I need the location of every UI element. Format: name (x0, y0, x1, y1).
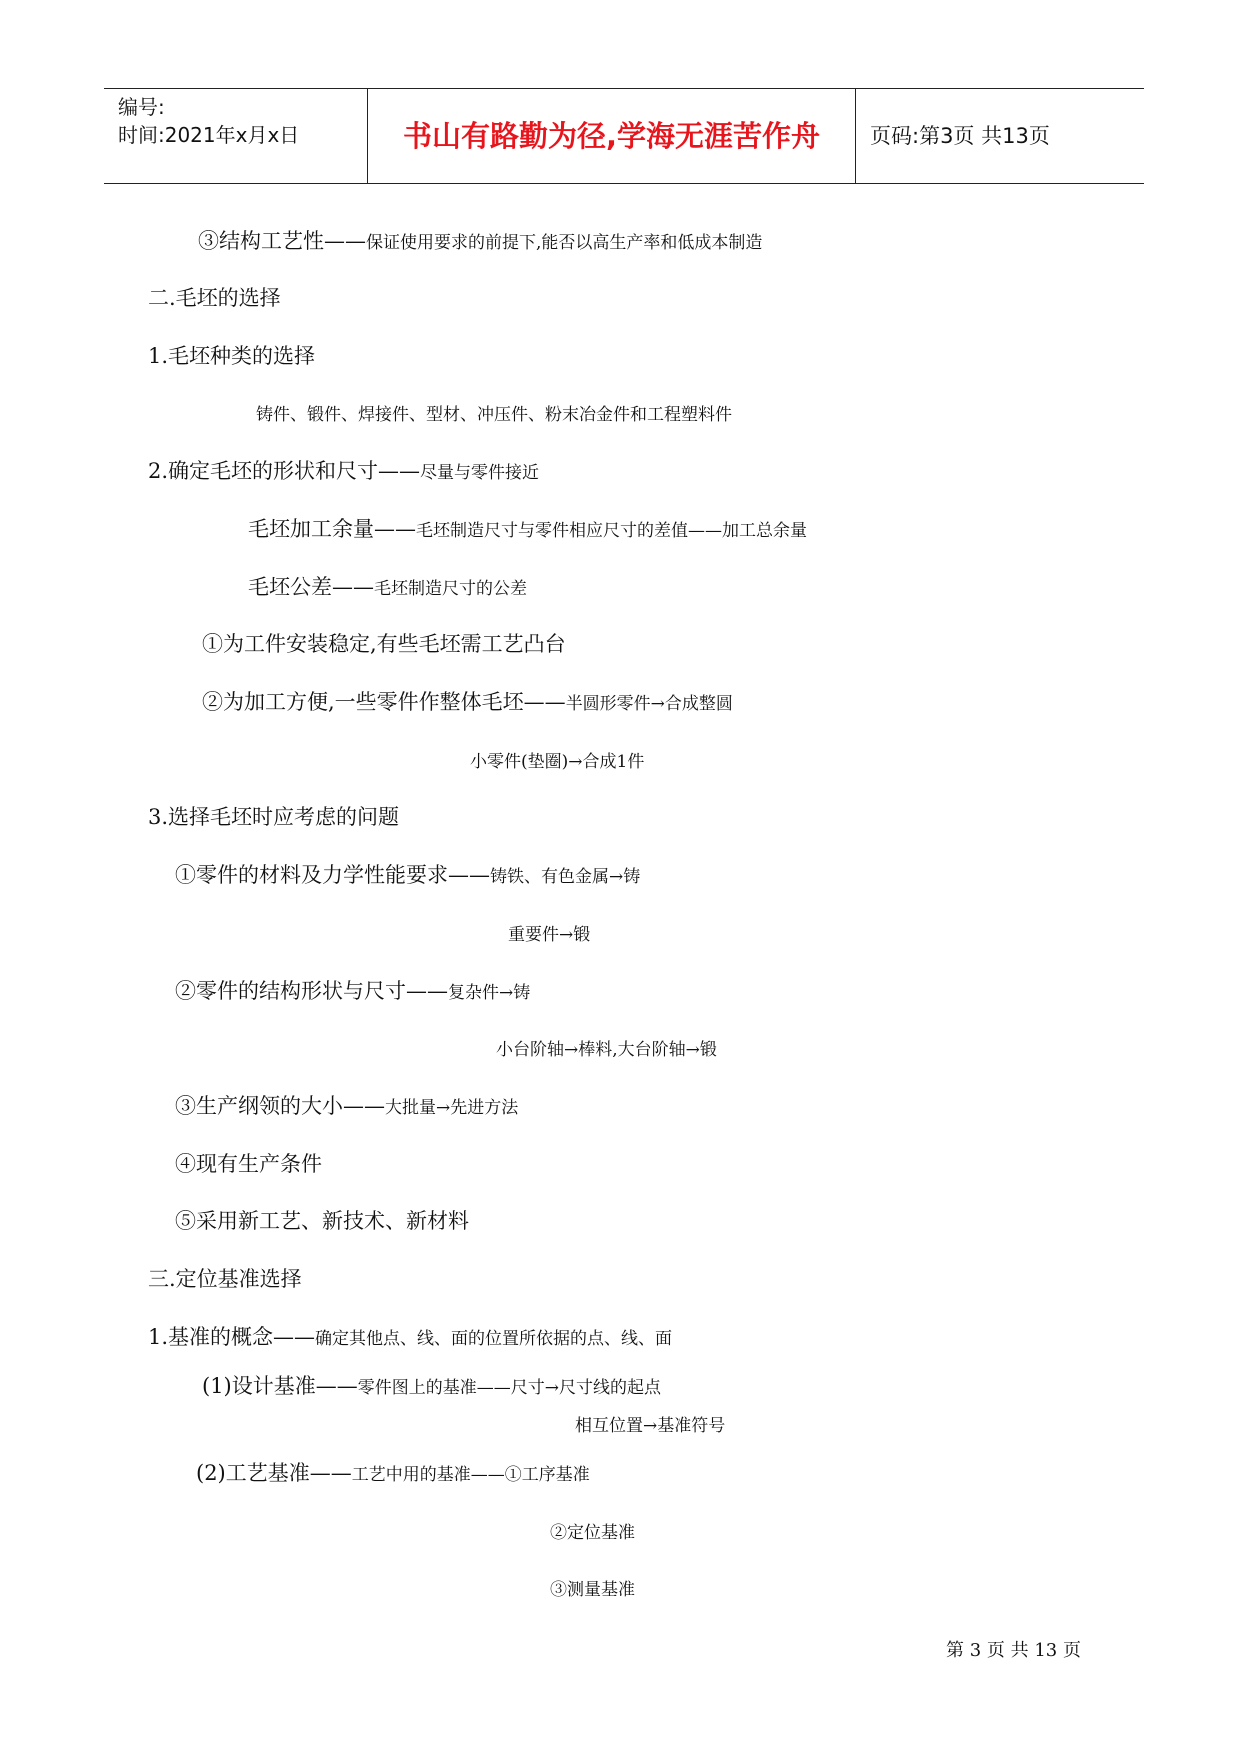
subsection-heading: 1.毛坯种类的选择 (148, 344, 316, 368)
body-line: ②为加工方便,一些零件作整体毛坯——半圆形零件→合成整圆 (202, 690, 733, 714)
section-heading: 三.定位基准选择 (148, 1267, 302, 1291)
document-time-label: 时间:2021年x月x日 (118, 123, 300, 147)
header-page-label: 页码:第3页 共13页 (870, 124, 1050, 148)
body-line: ⑤采用新工艺、新技术、新材料 (175, 1209, 469, 1233)
section-heading: 二.毛坯的选择 (148, 286, 281, 310)
body-line: 毛坯加工余量——毛坯制造尺寸与零件相应尺寸的差值——加工总余量 (248, 517, 807, 541)
body-line: 小台阶轴→棒料,大台阶轴→锻 (496, 1040, 717, 1060)
body-line: 重要件→锻 (508, 925, 591, 945)
header-motto: 书山有路勤为径,学海无涯苦作舟 (368, 89, 856, 183)
subsection-heading: 2.确定毛坯的形状和尺寸——尽量与零件接近 (148, 459, 540, 483)
body-line: ③结构工艺性——保证使用要求的前提下,能否以高生产率和低成本制造 (198, 229, 763, 253)
body-line: 相互位置→基准符号 (575, 1416, 726, 1436)
document-header (104, 88, 1144, 184)
body-line: ③生产纲领的大小——大批量→先进方法 (175, 1094, 519, 1118)
body-line: (1)设计基准——零件图上的基准——尺寸→尺寸线的起点 (202, 1374, 661, 1398)
body-line: ①零件的材料及力学性能要求——铸铁、有色金属→铸 (175, 863, 641, 887)
body-line: ②定位基准 (550, 1523, 635, 1543)
body-line: ③测量基准 (550, 1580, 635, 1600)
body-line: ④现有生产条件 (175, 1152, 322, 1176)
subsection-heading: 3.选择毛坯时应考虑的问题 (148, 805, 400, 829)
body-line: (2)工艺基准——工艺中用的基准——①工序基准 (196, 1461, 590, 1485)
body-line: ②零件的结构形状与尺寸——复杂件→铸 (175, 979, 531, 1003)
body-line: 毛坯公差——毛坯制造尺寸的公差 (248, 575, 527, 599)
page-footer: 第 3 页 共 13 页 (946, 1640, 1081, 1661)
subsection-heading: 1.基准的概念——确定其他点、线、面的位置所依据的点、线、面 (148, 1325, 673, 1349)
body-line: ①为工件安装稳定,有些毛坯需工艺凸台 (202, 632, 566, 656)
body-line: 小零件(垫圈)→合成1件 (470, 752, 645, 772)
document-number-label: 编号: (118, 95, 165, 119)
header-meta-cell (104, 89, 368, 183)
body-line: 铸件、锻件、焊接件、型材、冲压件、粉末冶金件和工程塑料件 (256, 405, 732, 425)
